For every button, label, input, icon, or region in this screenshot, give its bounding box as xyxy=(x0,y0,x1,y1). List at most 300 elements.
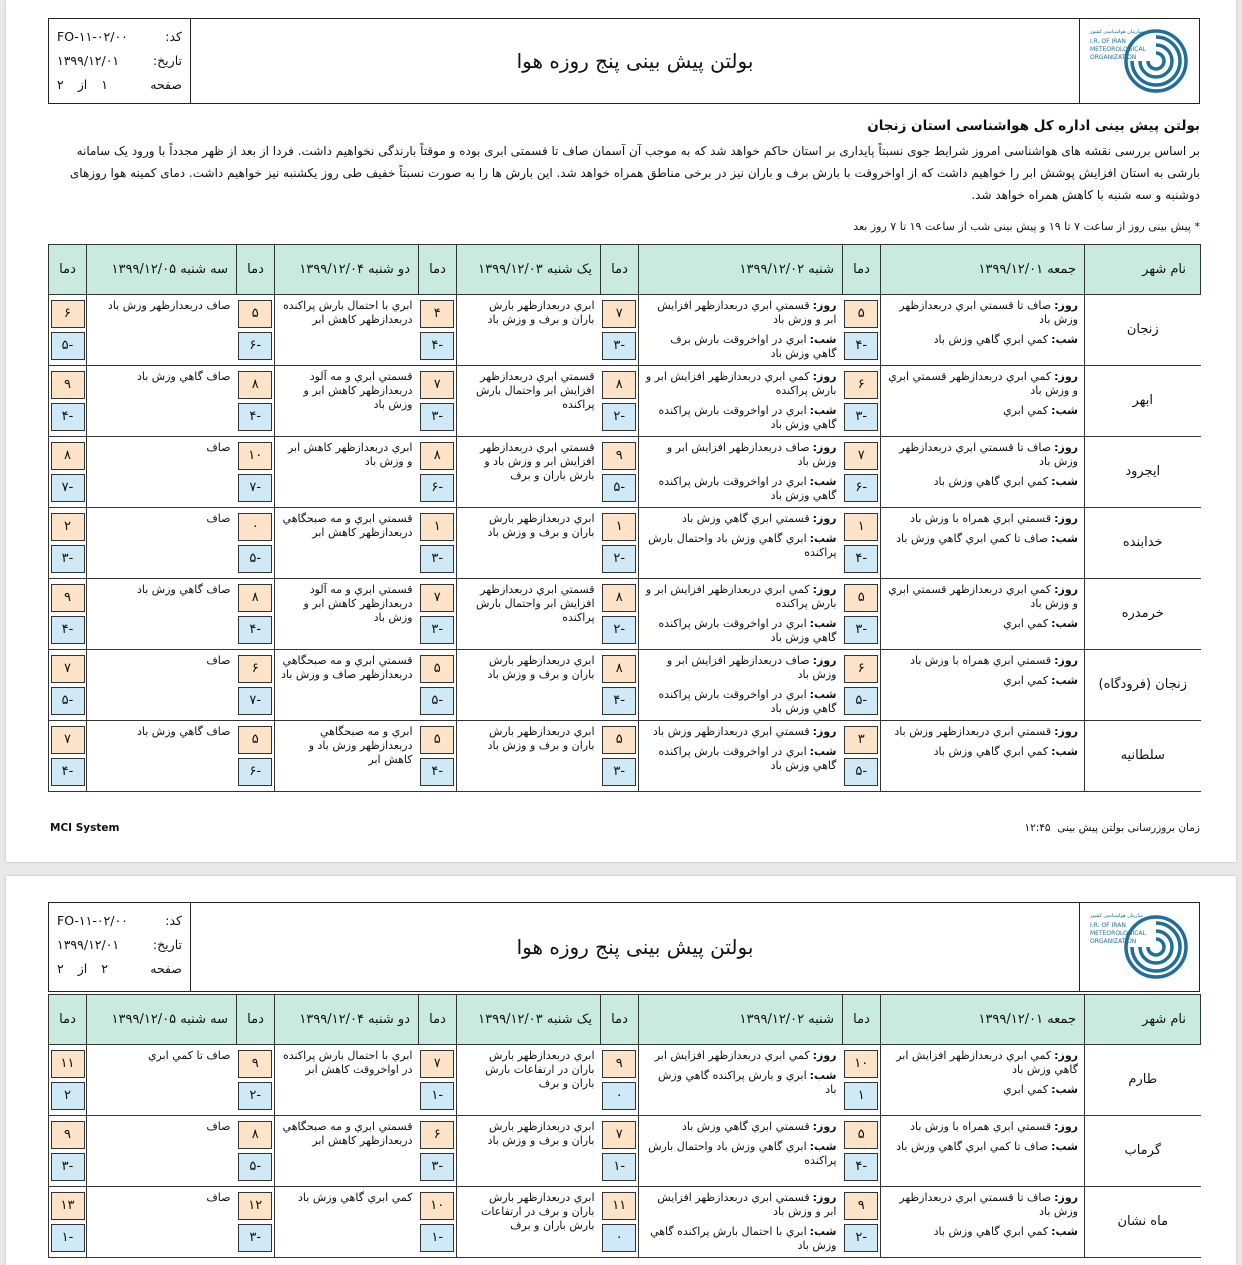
min-temperature: ۰ xyxy=(602,1082,636,1110)
temperature-cell xyxy=(601,366,639,437)
forecast-description xyxy=(881,1116,1085,1187)
forecast-description xyxy=(881,721,1085,792)
day-forecast xyxy=(887,1049,1078,1077)
temperature-cell xyxy=(49,579,87,650)
code-value: FO-۱۱-۰۲/۰۰ xyxy=(57,913,128,928)
forecast-text: قسمتي ابري و مه آلود دربعدازظهر كاهش ابر و وزش باد xyxy=(303,370,413,411)
update-label: زمان بروزرسانی بولتن پیش بینی xyxy=(1057,822,1200,834)
temp-column-header: دما xyxy=(419,245,457,295)
night-forecast xyxy=(887,404,1078,418)
night-text: كمي ابري گاهي وزش باد xyxy=(933,745,1049,758)
forecast-text: ابري دربعدازظهر بارش باران و برف و وزش باد xyxy=(487,654,595,681)
min-temperature: -۶ xyxy=(238,758,272,786)
intro-title: بولتن پیش بینی اداره کل هواشناسی استان زنجان xyxy=(867,118,1200,134)
temperature-cell xyxy=(49,295,87,366)
forecast-text: ابري دربعدازظهر كاهش ابر و وزش باد xyxy=(287,441,413,468)
min-temperature: -۵ xyxy=(238,545,272,573)
temperature-cell xyxy=(601,508,639,579)
temperature-cell xyxy=(601,1187,639,1258)
day-text: صاف دربعدازظهر افزايش ابر و وزش باد xyxy=(666,654,837,681)
night-forecast xyxy=(887,617,1078,631)
day-column-header: شنبه ۱۳۹۹/۱۲/۰۲ xyxy=(639,995,843,1045)
forecast-text: صاف xyxy=(206,441,231,454)
night-forecast xyxy=(645,1225,837,1253)
min-temperature: -۶ xyxy=(238,332,272,360)
min-temperature: -۲ xyxy=(602,403,636,431)
of-label: از xyxy=(77,77,88,92)
temperature-cell xyxy=(237,650,275,721)
min-temperature: -۳ xyxy=(420,545,454,573)
city-name: زنجان xyxy=(1085,295,1201,366)
min-temperature: -۵ xyxy=(238,1153,272,1181)
max-temperature: ۱ xyxy=(602,513,636,541)
night-forecast xyxy=(645,688,837,716)
forecast-description xyxy=(457,579,601,650)
min-temperature: -۶ xyxy=(844,474,878,502)
day-label: روز: xyxy=(812,441,837,454)
forecast-description xyxy=(457,1045,601,1116)
day-forecast xyxy=(887,1120,1078,1134)
night-text: صاف تا كمي ابري گاهي وزش باد xyxy=(896,1140,1049,1153)
day-text: كمي ابري دربعدازظهر افزايش ابر و بارش پراكنده xyxy=(645,583,837,610)
min-temperature: -۶ xyxy=(420,474,454,502)
temperature-cell xyxy=(49,437,87,508)
of-label: از xyxy=(77,961,88,976)
min-temperature: -۵ xyxy=(844,687,878,715)
min-temperature: -۴ xyxy=(420,332,454,360)
total-pages: ۲ xyxy=(57,961,64,976)
night-text: ابري در اواخروقت بارش پراكنده گاهي وزش باد xyxy=(658,404,837,431)
page-number: ۲ xyxy=(101,961,108,976)
night-label: شب: xyxy=(1051,745,1078,758)
max-temperature: ۹ xyxy=(844,1192,878,1220)
min-temperature: -۲ xyxy=(602,545,636,573)
day-label: روز: xyxy=(1054,1049,1078,1062)
forecast-table-page-2 xyxy=(48,994,1201,1258)
min-temperature: -۴ xyxy=(420,758,454,786)
min-temperature: -۷ xyxy=(51,474,85,502)
night-forecast xyxy=(645,475,837,503)
max-temperature: ۹ xyxy=(51,584,85,612)
max-temperature: ۱۱ xyxy=(602,1192,636,1220)
day-text: قسمتي ابري دربعدازظهر افزايش ابر و وزش باد xyxy=(657,1191,837,1218)
day-label: روز: xyxy=(812,1120,837,1133)
max-temperature: ۵ xyxy=(420,655,454,683)
forecast-description xyxy=(87,437,237,508)
forecast-text: قسمتي ابري و مه صبحگاهي دربعدازظهر كاهش ابر xyxy=(282,512,413,539)
night-text: كمي ابري xyxy=(1003,1083,1049,1096)
min-temperature: -۷ xyxy=(238,687,272,715)
day-text: قسمتي ابري دربعدازظهر وزش باد xyxy=(894,725,1052,738)
forecast-description xyxy=(881,650,1085,721)
max-temperature: ۲ xyxy=(51,513,85,541)
night-forecast xyxy=(887,1083,1078,1097)
max-temperature: ۱۰ xyxy=(420,1192,454,1220)
min-temperature: -۳ xyxy=(602,332,636,360)
min-temperature: ۰ xyxy=(602,1224,636,1252)
day-forecast xyxy=(887,1191,1078,1219)
day-label: روز: xyxy=(1054,512,1078,525)
forecast-description xyxy=(87,295,237,366)
temperature-cell xyxy=(49,366,87,437)
forecast-text: ابري دربعدازظهر بارش باران و برف و وزش باد xyxy=(487,512,595,539)
max-temperature: ۸ xyxy=(420,442,454,470)
table-row xyxy=(49,721,1201,792)
forecast-text: قسمتي ابري و مه آلود دربعدازظهر كاهش ابر و وزش باد xyxy=(303,583,413,624)
night-label: شب: xyxy=(1051,1083,1078,1096)
max-temperature: ۷ xyxy=(51,726,85,754)
max-temperature: ۷ xyxy=(420,371,454,399)
forecast-description xyxy=(457,366,601,437)
day-forecast xyxy=(645,1191,837,1219)
forecast-description xyxy=(87,1116,237,1187)
night-forecast xyxy=(645,404,837,432)
max-temperature: ۶ xyxy=(420,1121,454,1149)
temperature-cell xyxy=(237,721,275,792)
bulletin-header xyxy=(48,902,1200,992)
forecast-text: ابري دربعدازظهر بارش باران و برف و وزش باد xyxy=(487,299,595,326)
min-temperature: -۱ xyxy=(51,1224,85,1252)
temperature-cell xyxy=(843,1187,881,1258)
day-text: صاف تا قسمتي ابري دربعدازظهر وزش باد xyxy=(899,299,1078,326)
max-temperature: ۶ xyxy=(51,300,85,328)
min-temperature: -۴ xyxy=(238,403,272,431)
day-label: روز: xyxy=(1054,583,1078,596)
night-label: شب: xyxy=(1051,333,1078,346)
document-code-box xyxy=(49,19,191,103)
max-temperature: ۵ xyxy=(420,726,454,754)
night-text: ابري با احتمال بارش پراكنده گاهي وزش باد xyxy=(650,1225,837,1252)
table-row xyxy=(49,1045,1201,1116)
forecast-description xyxy=(87,1045,237,1116)
night-text: ابري در اواخروقت بارش برف گاهي وزش باد xyxy=(670,333,837,360)
city-name: خرمدره xyxy=(1085,579,1201,650)
temp-column-header: دما xyxy=(49,995,87,1045)
forecast-description xyxy=(275,1187,419,1258)
day-label: روز: xyxy=(1054,299,1078,312)
temperature-cell xyxy=(843,721,881,792)
table-row xyxy=(49,579,1201,650)
bulletin-title: بولتن پیش بینی پنج روزه هوا xyxy=(516,49,754,73)
temperature-cell xyxy=(237,1045,275,1116)
forecast-description xyxy=(87,650,237,721)
day-label: روز: xyxy=(1054,725,1078,738)
day-forecast xyxy=(645,1049,837,1063)
forecast-description xyxy=(457,508,601,579)
day-column-header: دو شنبه ۱۳۹۹/۱۲/۰۴ xyxy=(275,995,419,1045)
max-temperature: ۶ xyxy=(844,371,878,399)
day-label: روز: xyxy=(812,299,837,312)
night-forecast xyxy=(887,674,1078,688)
day-text: قسمتي ابري دربعدازظهر وزش باد xyxy=(652,725,810,738)
day-label: روز: xyxy=(812,725,837,738)
night-text: ابري گاهي وزش باد واحتمال بارش پراكنده xyxy=(648,532,837,559)
logo-text-fa: سازمان هواشناسی کشور xyxy=(1090,913,1144,919)
min-temperature: -۳ xyxy=(844,403,878,431)
min-temperature: -۴ xyxy=(844,332,878,360)
date-label: تاریخ: xyxy=(152,937,182,952)
day-text: كمي ابري دربعدازظهر قسمتي ابري و وزش باد xyxy=(888,370,1078,397)
forecast-description xyxy=(275,437,419,508)
forecast-description xyxy=(881,1187,1085,1258)
table-row xyxy=(49,1187,1201,1258)
night-label: شب: xyxy=(1051,617,1078,630)
temp-column-header: دما xyxy=(237,245,275,295)
day-forecast xyxy=(887,654,1078,668)
day-forecast xyxy=(887,441,1078,469)
day-text: صاف تا قسمتي ابري دربعدازظهر وزش باد xyxy=(899,441,1078,468)
day-label: روز: xyxy=(1054,1120,1078,1133)
table-row xyxy=(49,1116,1201,1187)
night-forecast xyxy=(887,333,1078,347)
temperature-cell xyxy=(843,1116,881,1187)
document-code-box xyxy=(49,903,191,991)
city-name: سلطانيه xyxy=(1085,721,1201,792)
forecast-description xyxy=(639,366,843,437)
forecast-description xyxy=(457,437,601,508)
night-forecast xyxy=(887,475,1078,489)
night-text: ابري گاهي وزش باد واحتمال بارش پراكنده xyxy=(648,1140,837,1167)
forecast-description xyxy=(87,508,237,579)
day-forecast xyxy=(645,370,837,398)
night-label: شب: xyxy=(809,475,837,488)
city-name: زنجان (فرودگاه) xyxy=(1085,650,1201,721)
forecast-description xyxy=(87,579,237,650)
night-label: شب: xyxy=(1051,404,1078,417)
temperature-cell xyxy=(237,508,275,579)
night-text: صاف تا كمي ابري گاهي وزش باد xyxy=(896,532,1049,545)
update-value: ۱۲:۴۵ xyxy=(1024,822,1051,834)
table-row xyxy=(49,295,1201,366)
max-temperature: ۴ xyxy=(420,300,454,328)
temp-column-header: دما xyxy=(49,245,87,295)
day-column-header: یک شنبه ۱۳۹۹/۱۲/۰۳ xyxy=(457,995,601,1045)
day-forecast xyxy=(645,441,837,469)
day-forecast xyxy=(645,583,837,611)
temperature-cell xyxy=(419,366,457,437)
temperature-cell xyxy=(237,1187,275,1258)
temperature-cell xyxy=(843,437,881,508)
night-forecast xyxy=(887,532,1078,546)
max-temperature: ۹ xyxy=(51,371,85,399)
max-temperature: ۸ xyxy=(602,655,636,683)
temperature-cell xyxy=(843,650,881,721)
forecast-text: قسمتي ابري دربعدازظهر افزايش ابر واحتمال بارش پراكنده xyxy=(475,370,595,411)
night-forecast xyxy=(645,745,837,773)
min-temperature: -۳ xyxy=(51,545,85,573)
bulletin-title: بولتن پیش بینی پنج روزه هوا xyxy=(516,935,754,959)
forecast-text: ابري با احتمال بارش پراكنده در اواخروقت كاهش ابر xyxy=(282,1049,413,1076)
min-temperature: -۴ xyxy=(51,403,85,431)
day-label: روز: xyxy=(1054,370,1078,383)
city-name: ابهر xyxy=(1085,366,1201,437)
forecast-description xyxy=(639,508,843,579)
table-row xyxy=(49,437,1201,508)
min-temperature: -۳ xyxy=(420,616,454,644)
min-temperature: -۵ xyxy=(844,758,878,786)
min-temperature: -۱ xyxy=(420,1224,454,1252)
min-temperature: -۴ xyxy=(238,616,272,644)
forecast-description xyxy=(457,1116,601,1187)
temperature-cell xyxy=(843,295,881,366)
table-header-row xyxy=(49,245,1201,295)
night-text: ابري در اواخروقت بارش پراكنده گاهي وزش باد xyxy=(658,617,837,644)
night-text: كمي ابري گاهي وزش باد xyxy=(933,333,1049,346)
page-label: صفحه xyxy=(150,961,182,976)
forecast-description xyxy=(275,295,419,366)
max-temperature: ۱۳ xyxy=(51,1192,85,1220)
city-column-header: نام شهر xyxy=(1085,245,1201,295)
night-label: شب: xyxy=(809,745,837,758)
forecast-text: قسمتي ابري و مه صبحگاهي دربعدازظهر كاهش ابر xyxy=(282,1120,413,1147)
temperature-cell xyxy=(843,1045,881,1116)
code-label: کد: xyxy=(165,913,182,928)
min-temperature: -۲ xyxy=(238,1082,272,1110)
day-forecast xyxy=(645,1120,837,1134)
max-temperature: ۸ xyxy=(602,371,636,399)
max-temperature: ۷ xyxy=(602,1121,636,1149)
max-temperature: ۶ xyxy=(844,655,878,683)
day-column-header: یک شنبه ۱۳۹۹/۱۲/۰۳ xyxy=(457,245,601,295)
temp-column-header: دما xyxy=(843,245,881,295)
night-label: شب: xyxy=(809,532,837,545)
forecast-text: ابري و مه صبحگاهي دربعدازظهر وزش باد و كاهش ابر xyxy=(308,725,413,766)
temperature-cell xyxy=(49,721,87,792)
min-temperature: -۳ xyxy=(420,1153,454,1181)
max-temperature: ۰ xyxy=(238,513,272,541)
forecast-description xyxy=(881,579,1085,650)
max-temperature: ۸ xyxy=(51,442,85,470)
min-temperature: -۵ xyxy=(602,474,636,502)
min-temperature: -۳ xyxy=(602,758,636,786)
temp-column-header: دما xyxy=(601,995,639,1045)
forecast-text: صاف گاهي وزش باد xyxy=(136,725,231,738)
max-temperature: ۱۰ xyxy=(238,442,272,470)
day-text: صاف دربعدازظهر افزايش ابر و وزش باد xyxy=(666,441,837,468)
forecast-text: صاف xyxy=(206,1191,231,1204)
night-label: شب: xyxy=(809,1069,837,1082)
temperature-cell xyxy=(601,295,639,366)
day-text: قسمتي ابري همراه با وزش باد xyxy=(910,512,1052,525)
temperature-cell xyxy=(49,1187,87,1258)
night-label: شب: xyxy=(809,404,837,417)
system-name: MCI System xyxy=(50,822,120,834)
day-column-header: دو شنبه ۱۳۹۹/۱۲/۰۴ xyxy=(275,245,419,295)
min-temperature: -۳ xyxy=(420,403,454,431)
day-forecast xyxy=(887,512,1078,526)
max-temperature: ۷ xyxy=(420,1050,454,1078)
night-text: ابري و بارش پراكنده گاهي وزش باد xyxy=(657,1069,837,1096)
temperature-cell xyxy=(601,1045,639,1116)
forecast-description xyxy=(275,508,419,579)
max-temperature: ۵ xyxy=(844,584,878,612)
day-forecast xyxy=(887,583,1078,611)
night-forecast xyxy=(645,1140,837,1168)
night-forecast xyxy=(887,1225,1078,1239)
forecast-time-note: * پیش بینی روز از ساعت ۷ تا ۱۹ و پیش بینی شب از ساعت ۱۹ تا ۷ روز بعد xyxy=(853,220,1200,233)
forecast-description xyxy=(275,650,419,721)
night-text: ابري در اواخروقت بارش پراكنده گاهي وزش باد xyxy=(658,745,837,772)
max-temperature: ۷ xyxy=(51,655,85,683)
day-forecast xyxy=(887,370,1078,398)
forecast-text: ابري دربعدازظهر بارش باران و برف و وزش باد xyxy=(487,725,595,752)
min-temperature: -۳ xyxy=(844,616,878,644)
logo-text-2: METEOROLOGICAL xyxy=(1090,930,1146,937)
temperature-cell xyxy=(601,579,639,650)
day-text: كمي ابري دربعدازظهر افزايش ابر و بارش پراكنده xyxy=(645,370,837,397)
bulletin-header xyxy=(48,18,1200,104)
temperature-cell xyxy=(419,1116,457,1187)
day-text: صاف تا قسمتي ابري دربعدازظهر وزش باد xyxy=(899,1191,1078,1218)
day-text: قسمتي ابري گاهي وزش باد xyxy=(681,512,810,525)
min-temperature: ۱ xyxy=(844,1082,878,1110)
max-temperature: ۷ xyxy=(844,442,878,470)
forecast-table-page-1 xyxy=(48,244,1201,792)
forecast-text: ابري با احتمال بارش پراكنده دربعدازظهر كاهش ابر xyxy=(282,299,413,326)
day-column-header: شنبه ۱۳۹۹/۱۲/۰۲ xyxy=(639,245,843,295)
temperature-cell xyxy=(419,1187,457,1258)
min-temperature: ۲ xyxy=(51,1082,85,1110)
day-text: كمي ابري دربعدازظهر افزايش ابر xyxy=(654,1049,810,1062)
total-pages: ۲ xyxy=(57,77,64,92)
day-label: روز: xyxy=(1054,441,1078,454)
min-temperature: -۳ xyxy=(238,1224,272,1252)
max-temperature: ۵ xyxy=(238,726,272,754)
page-number: ۱ xyxy=(101,77,108,92)
max-temperature: ۱۰ xyxy=(844,1050,878,1078)
forecast-description xyxy=(881,437,1085,508)
forecast-text: صاف xyxy=(206,654,231,667)
min-temperature: -۴ xyxy=(602,687,636,715)
logo-text-3: ORGANIZATION xyxy=(1090,938,1137,945)
forecast-description xyxy=(275,721,419,792)
max-temperature: ۳ xyxy=(844,726,878,754)
night-text: كمي ابري xyxy=(1003,674,1049,687)
date-value: ۱۳۹۹/۱۲/۰۱ xyxy=(57,53,120,68)
max-temperature: ۵ xyxy=(844,300,878,328)
night-label: شب: xyxy=(1051,532,1078,545)
bulletin-page-1 xyxy=(6,0,1236,862)
forecast-text: صاف دربعدازظهر وزش باد xyxy=(107,299,231,312)
night-forecast xyxy=(645,1069,837,1097)
min-temperature: -۴ xyxy=(51,758,85,786)
city-name: طارم xyxy=(1085,1045,1201,1116)
meteorological-organization-logo xyxy=(1079,19,1199,103)
day-label: روز: xyxy=(812,1049,837,1062)
temperature-cell xyxy=(237,295,275,366)
forecast-description xyxy=(639,1116,843,1187)
temperature-cell xyxy=(419,579,457,650)
day-column-header: سه شنبه ۱۳۹۹/۱۲/۰۵ xyxy=(87,245,237,295)
temperature-cell xyxy=(601,650,639,721)
forecast-description xyxy=(639,721,843,792)
max-temperature: ۷ xyxy=(420,584,454,612)
forecast-description xyxy=(639,1045,843,1116)
temperature-cell xyxy=(419,650,457,721)
logo-text-fa: سازمان هواشناسی کشور xyxy=(1090,29,1144,35)
max-temperature: ۹ xyxy=(51,1121,85,1149)
min-temperature: -۲ xyxy=(844,1224,878,1252)
temperature-cell xyxy=(49,508,87,579)
min-temperature: -۱ xyxy=(602,1153,636,1181)
day-text: قسمتي ابري دربعدازظهر افزايش ابر و وزش باد xyxy=(657,299,837,326)
temperature-cell xyxy=(237,437,275,508)
day-forecast xyxy=(645,512,837,526)
day-text: كمي ابري دربعدازظهر قسمتي ابري و وزش باد xyxy=(888,583,1078,610)
logo-text-3: ORGANIZATION xyxy=(1090,54,1137,61)
min-temperature: -۵ xyxy=(51,687,85,715)
forecast-description xyxy=(881,1045,1085,1116)
